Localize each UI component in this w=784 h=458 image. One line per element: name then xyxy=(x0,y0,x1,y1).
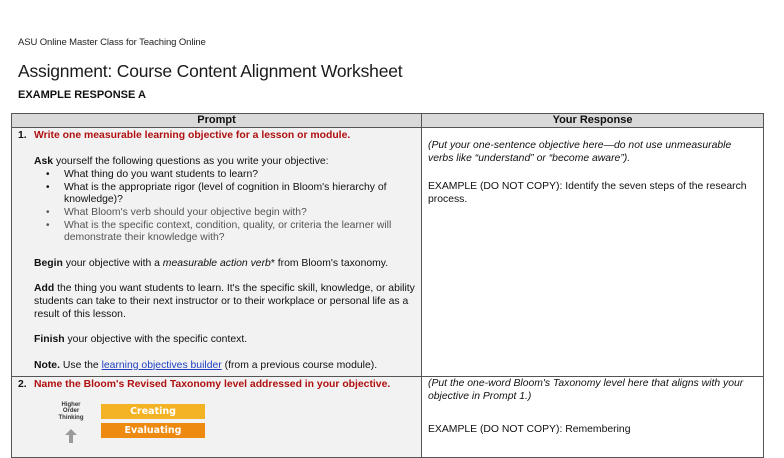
response-cell-1[interactable] xyxy=(422,128,764,377)
worksheet-table xyxy=(11,113,764,458)
page-subtitle: EXAMPLE RESPONSE A xyxy=(18,89,146,101)
list-item: • What Bloom's verb should your objective begin with? xyxy=(64,207,415,220)
table-header-row xyxy=(12,114,764,128)
response-2-hint: (Put the one-word Bloom's Taxonomy level here that aligns with your objective in Prompt 1.) xyxy=(428,378,744,402)
tier-creating: Creating xyxy=(101,404,205,419)
question-list xyxy=(18,169,415,245)
learning-objectives-builder-link[interactable]: learning objectives builder xyxy=(101,359,222,371)
page-title: Assignment: Course Content Alignment Worksheet xyxy=(18,61,403,81)
column-header-prompt: Prompt xyxy=(12,114,422,128)
prompt-1-finish: Finish your objective with the specific context. xyxy=(34,334,248,346)
table-row xyxy=(12,128,764,377)
prompt-1-add: Add the thing you want students to learn. It's the specific skill, knowledge, or ability students can take to their next instructor or to their workplace or personal life as a result of this lesson. xyxy=(34,283,415,320)
prompt-cell-1 xyxy=(12,128,422,377)
response-1-example: EXAMPLE (DO NOT COPY): Identify the seven steps of the research process. xyxy=(428,181,747,205)
course-header: ASU Online Master Class for Teaching Online xyxy=(18,37,206,48)
prompt-1-note: Note. Use the learning objectives builder (from a previous course module). xyxy=(34,359,378,371)
table-row xyxy=(12,377,764,458)
response-1-hint: (Put your one-sentence objective here—do not use unmeasurable verbs like “understand” or “become aware”). xyxy=(428,140,732,164)
prompt-1-begin: Begin your objective with a measurable action verb* from Bloom's taxonomy. xyxy=(34,257,389,269)
prompt-1-ask: Ask yourself the following questions as you write your objective: xyxy=(34,155,329,167)
list-item: • What is the specific context, condition, quality, or criteria the learner will demonstrate their knowledge with? xyxy=(64,220,415,245)
list-item: • What is the appropriate rigor (level of cognition in Bloom's hierarchy of knowledge)? xyxy=(64,182,415,207)
response-cell-2[interactable] xyxy=(422,377,764,458)
tier-evaluating: Evaluating xyxy=(101,423,205,438)
column-header-response: Your Response xyxy=(422,114,764,128)
prompt-1-heading: 1. Write one measurable learning objective for a lesson or module. xyxy=(18,130,351,141)
response-2-example: EXAMPLE (DO NOT COPY): Remembering xyxy=(428,423,631,435)
prompt-cell-2 xyxy=(12,377,422,458)
prompt-2-heading: 2. Name the Bloom's Revised Taxonomy level addressed in your objective. xyxy=(18,379,391,391)
higher-order-label: Higher Order Thinking xyxy=(58,401,84,421)
list-item: • What thing do you want students to learn? xyxy=(64,169,415,182)
blooms-pyramid-image xyxy=(18,396,415,442)
